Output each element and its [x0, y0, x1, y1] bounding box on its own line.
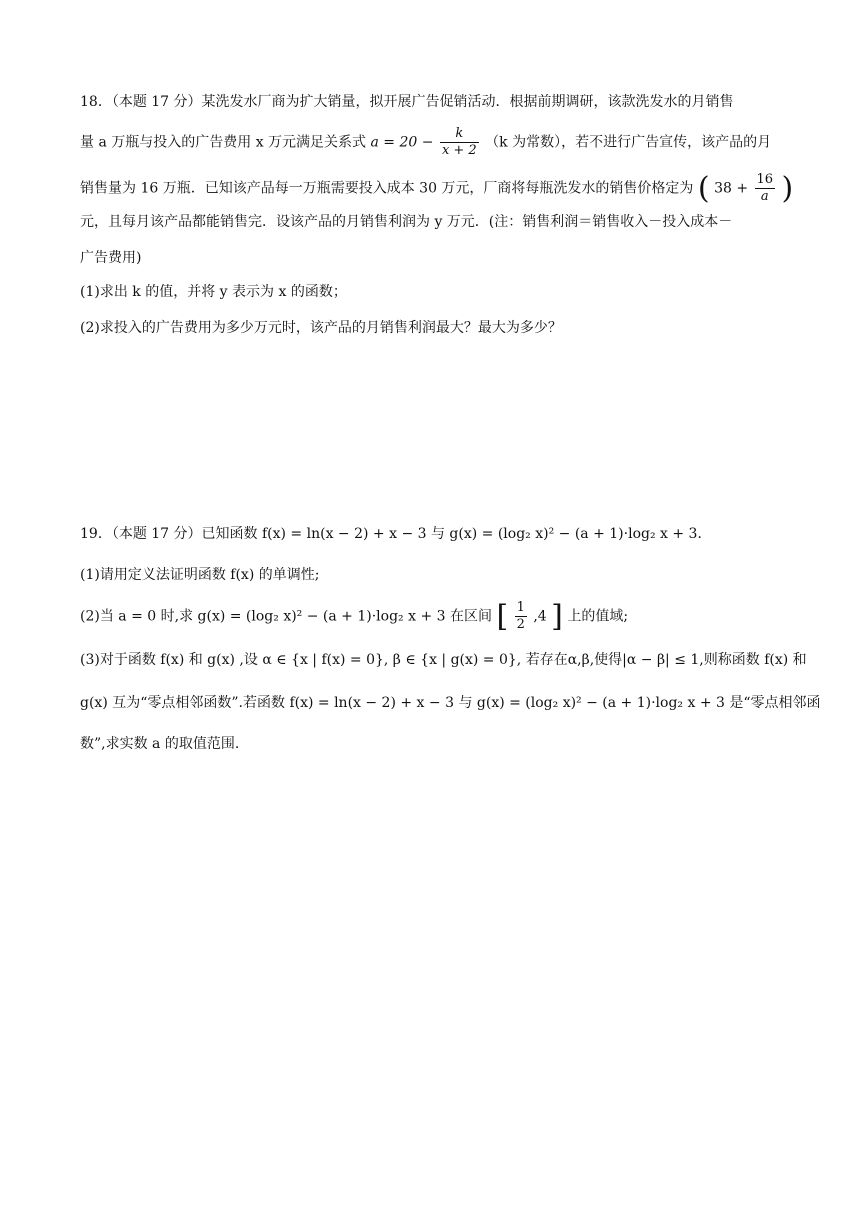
q18-line-4: 元，且每月该产品都能销售完．设该产品的月销售利润为 y 万元．(注：销售利润＝销售收入－投入成本－ — [80, 214, 733, 230]
q19-interval-fraction-denominator: 2 — [516, 617, 525, 632]
q18-formula-lhs: a = 20 − — [370, 134, 434, 151]
q18-fraction-k — [440, 126, 479, 159]
q18-price-fraction — [755, 172, 776, 205]
q18-price-paren-right: ) — [781, 170, 794, 206]
q18-part-1: (1)求出 k 的值，并将 y 表示为 x 的函数； — [80, 284, 347, 300]
q18-price-paren-left: ( — [697, 170, 710, 206]
q19-interval-bracket-left: [ — [496, 598, 509, 634]
q18-price-expr: 38 + — [714, 180, 749, 197]
q19-part-1: (1)请用定义法证明函数 f(x) 的单调性; — [80, 567, 320, 583]
q18-fraction-k-numerator: k — [440, 126, 479, 143]
q18-line-2 — [80, 126, 771, 159]
q18-line-5: 广告费用) — [80, 250, 142, 266]
q18-line-3 — [80, 172, 793, 205]
q19-interval-upper: ,4 — [533, 608, 547, 625]
q18-line-3-text: 销售量为 16 万瓶．已知该产品每一万瓶需要投入成本 30 万元，厂商将每瓶洗发水的销售价格定为 — [80, 180, 694, 197]
q19-interval-fraction — [515, 600, 527, 633]
q18-line-2-text-a: 量 a 万瓶与投入的广告费用 x 万元满足关系式 — [80, 134, 367, 151]
q18-fraction-k-denominator: x + 2 — [441, 143, 477, 158]
q19-part-3-line-3: 数”,求实数 a 的取值范围. — [80, 736, 240, 752]
q19-part-2 — [80, 600, 628, 633]
q18-price-fraction-denominator: a — [760, 189, 769, 204]
q18-price-fraction-numerator: 16 — [756, 172, 774, 187]
q19-interval-fraction-numerator: 1 — [516, 600, 525, 615]
q19-part-2-text-b: 上的值域; — [567, 608, 629, 625]
q18-part-2: (2)求投入的广告费用为多少万元时，该产品的月销售利润最大？最大为多少？ — [80, 320, 562, 336]
q19-interval-bracket-right: ] — [551, 598, 563, 634]
q19-part-3-line-2: g(x) 互为“零点相邻函数”.若函数 f(x) = ln(x − 2) + x − 3 与 g(x) = (log₂ x)² − (a + 1)·log₂ x + 3 是“零点相邻函 — [80, 695, 821, 711]
q18-line-2-text-b: （k 为常数），若不进行广告宣传，该产品的月 — [485, 134, 772, 151]
q19-part-2-text-a: (2)当 a = 0 时,求 g(x) = (log₂ x)² − (a + 1)·log₂ x + 3 在区间 — [80, 608, 492, 625]
q18-line-1: 18．（本题 17 分）某洗发水厂商为扩大销量，拟开展广告促销活动．根据前期调研，该款洗发水的月销售 — [80, 94, 734, 110]
q19-line-1: 19．（本题 17 分）已知函数 f(x) = ln(x − 2) + x − 3 与 g(x) = (log₂ x)² − (a + 1)·log₂ x + 3． — [80, 526, 712, 542]
q19-part-3-line-1: (3)对于函数 f(x) 和 g(x) ,设 α ∈ {x | f(x) = 0}, β ∈ {x | g(x) = 0}, 若存在α,β,使得|α − β| ≤ 1,则称函数 f(x) 和 — [80, 652, 807, 668]
